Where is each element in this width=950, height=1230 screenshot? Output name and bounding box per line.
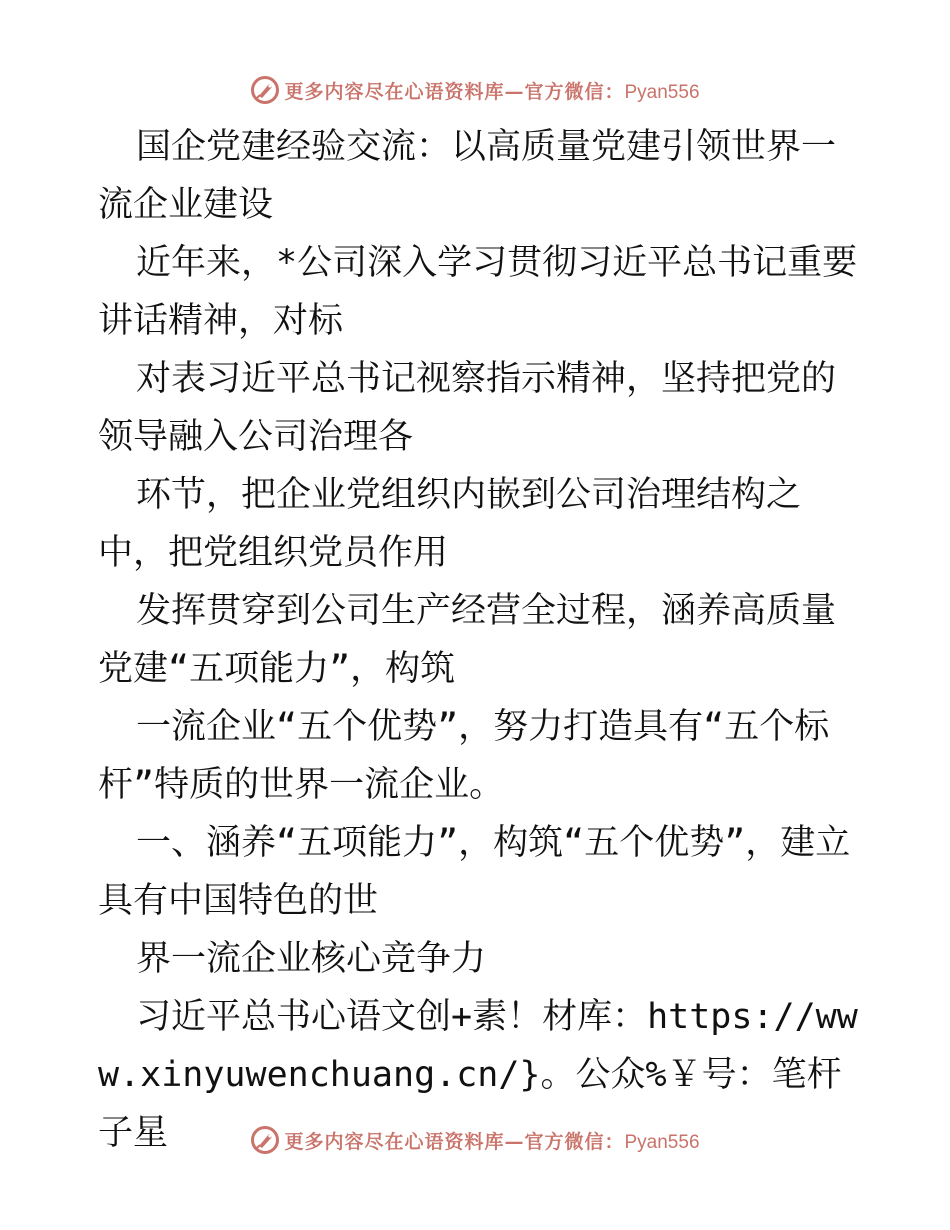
- paragraph: 界一流企业核心竞争力: [136, 939, 487, 979]
- footer-watermark: [0, 1122, 950, 1158]
- watermark-text: 更多内容尽在心语资料库—官方微信：Pyan556: [284, 1130, 700, 1153]
- paragraph: 一流企业“五个优势”，努力打造具有“五个标杆”特质的世界一流企业。: [98, 707, 830, 805]
- section-heading: 一、涵养“五项能力”，构筑“五个优势”，建立具有中国特色的世: [98, 823, 851, 921]
- paragraph: 发挥贯穿到公司生产经营全过程，涵养高质量党建“五项能力”，构筑: [98, 591, 837, 689]
- paragraph: 环节，把企业党组织内嵌到公司治理结构之中，把党组织党员作用: [98, 475, 802, 573]
- watermark-text: 更多内容尽在心语资料库—官方微信：Pyan556: [284, 80, 700, 103]
- pen-nib-seal-icon: [250, 75, 280, 105]
- paragraph: 对表习近平总书记视察指示精神，坚持把党的领导融入公司治理各: [98, 359, 837, 457]
- paragraph: 近年来，*公司深入学习贯彻习近平总书记重要讲话精神，对标: [98, 243, 858, 341]
- header-watermark: [0, 72, 950, 108]
- document-body: [98, 118, 858, 1162]
- document-title: 国企党建经验交流：以高质量党建引领世界一流企业建设: [98, 127, 837, 225]
- pen-nib-seal-icon: [250, 1125, 280, 1155]
- paragraph: 习近平总书心语文创+素！材库：https://www.xinyuwenchuang.cn/}。公众%￥号：笔杆子星: [98, 997, 858, 1153]
